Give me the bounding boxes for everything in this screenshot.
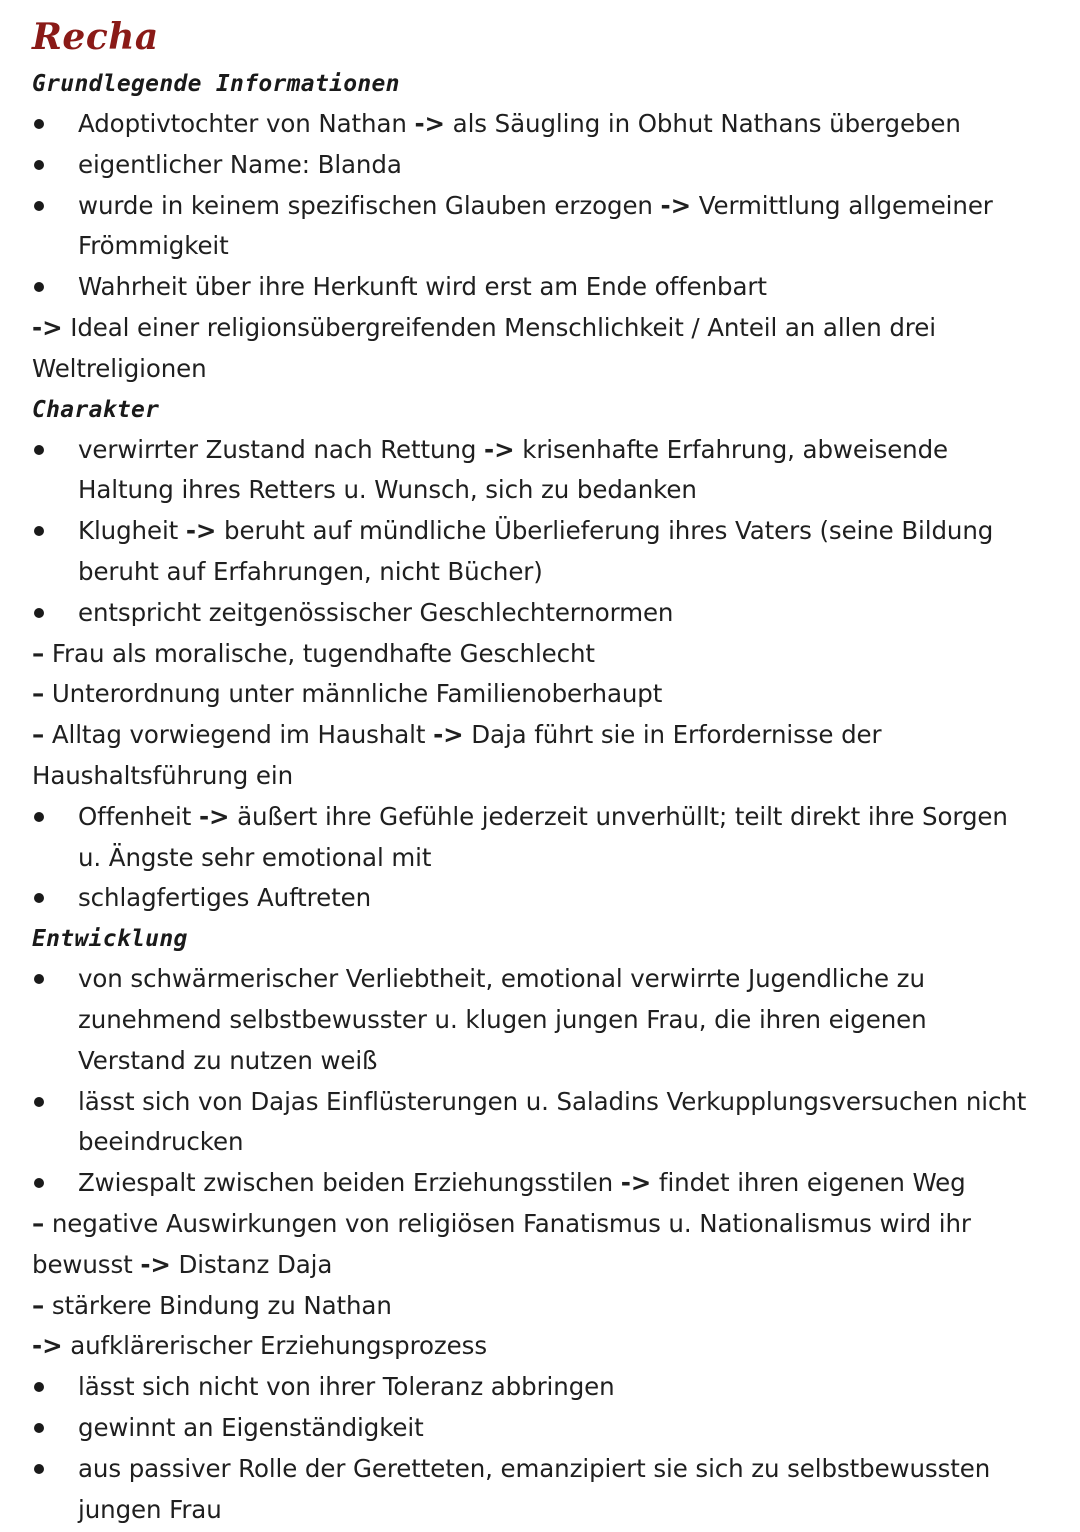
bullet-item: lässt sich nicht von ihrer Toleranz abbringen (32, 1367, 1072, 1408)
bullet-item: aus passiver Rolle der Geretteten, emanzipiert sie sich zu selbstbewussten jungen Frau (32, 1449, 1072, 1531)
arrow-marker: -> (433, 720, 464, 750)
arrow-marker: – (32, 638, 45, 668)
bullet-item: entspricht zeitgenössischer Geschlechternormen (32, 593, 1072, 634)
bullet-item: Offenheit -> äußert ihre Gefühle jederzeit unverhüllt; teilt direkt ihre Sorgen u. Ängste sehr emotional mit (32, 797, 1072, 879)
document-page (32, 10, 1072, 1530)
section-heading: Charakter (32, 396, 160, 423)
arrow-marker: – (32, 1290, 45, 1320)
text-line: – negative Auswirkungen von religiösen Fanatismus u. Nationalismus wird ihr bewusst -> Distanz Daja (32, 1208, 971, 1279)
bullet-item: Adoptivtochter von Nathan -> als Säugling in Obhut Nathans übergeben (32, 104, 1072, 145)
bullet-item: von schwärmerischer Verliebtheit, emotional verwirrte Jugendliche zu zunehmend selbstbewusster u. klugen jungen Frau, die ihren eigenen Verstand zu nutzen weiß (32, 959, 1072, 1081)
arrow-marker: -> (140, 1249, 171, 1279)
text-line: – stärkere Bindung zu Nathan (32, 1290, 392, 1320)
text-line: – Alltag vorwiegend im Haushalt -> Daja führt sie in Erfordernisse der Haushaltsführung ein (32, 720, 882, 790)
arrow-marker: -> (620, 1168, 652, 1198)
arrow-marker: -> (185, 516, 217, 546)
bullet-item: lässt sich von Dajas Einflüsterungen u. Saladins Verkupplungsversuchen nicht beeindrucken (32, 1082, 1072, 1164)
arrow-marker: – (32, 720, 45, 750)
arrow-marker: -> (32, 1331, 63, 1361)
page-title: Recha (32, 16, 159, 58)
arrow-marker: – (32, 1208, 45, 1238)
arrow-marker: -> (414, 109, 445, 138)
arrow-marker: -> (484, 434, 515, 464)
bullet-item: Klugheit -> beruht auf mündliche Überlieferung ihres Vaters (seine Bildung beruht auf Erfahrungen, nicht Bücher) (32, 511, 1072, 593)
arrow-marker: – (32, 679, 45, 709)
arrow-marker: -> (32, 312, 63, 342)
bullet-item: wurde in keinem spezifischen Glauben erzogen -> Vermittlung allgemeiner Frömmigkeit (32, 186, 1072, 268)
bullet-item: eigentlicher Name: Blanda (32, 145, 1072, 186)
bullet-item: Zwiespalt zwischen beiden Erziehungsstilen -> findet ihren eigenen Weg (32, 1163, 1072, 1204)
bullet-item: gewinnt an Eigenständigkeit (32, 1408, 1072, 1449)
section-heading: Grundlegende Informationen (32, 71, 400, 97)
section-heading: Entwicklung (32, 926, 188, 953)
arrow-marker: -> (198, 801, 230, 831)
arrow-marker: -> (660, 190, 692, 220)
text-line: – Frau als moralische, tugendhafte Geschlecht (32, 638, 595, 668)
text-line: – Unterordnung unter männliche Familienoberhaupt (32, 679, 663, 709)
text-line: -> aufklärerischer Erziehungsprozess (32, 1331, 487, 1361)
bullet-item: Wahrheit über ihre Herkunft wird erst am Ende offenbart (32, 267, 1072, 308)
bullet-item: verwirrter Zustand nach Rettung -> krisenhafte Erfahrung, abweisende Haltung ihres Retters u. Wunsch, sich zu bedanken (32, 430, 1072, 512)
bullet-item: schlagfertiges Auftreten (32, 878, 1072, 919)
text-line: -> Ideal einer religionsübergreifenden Menschlichkeit / Anteil an allen drei Weltreligionen (32, 312, 936, 383)
sections-container (32, 64, 1072, 1530)
